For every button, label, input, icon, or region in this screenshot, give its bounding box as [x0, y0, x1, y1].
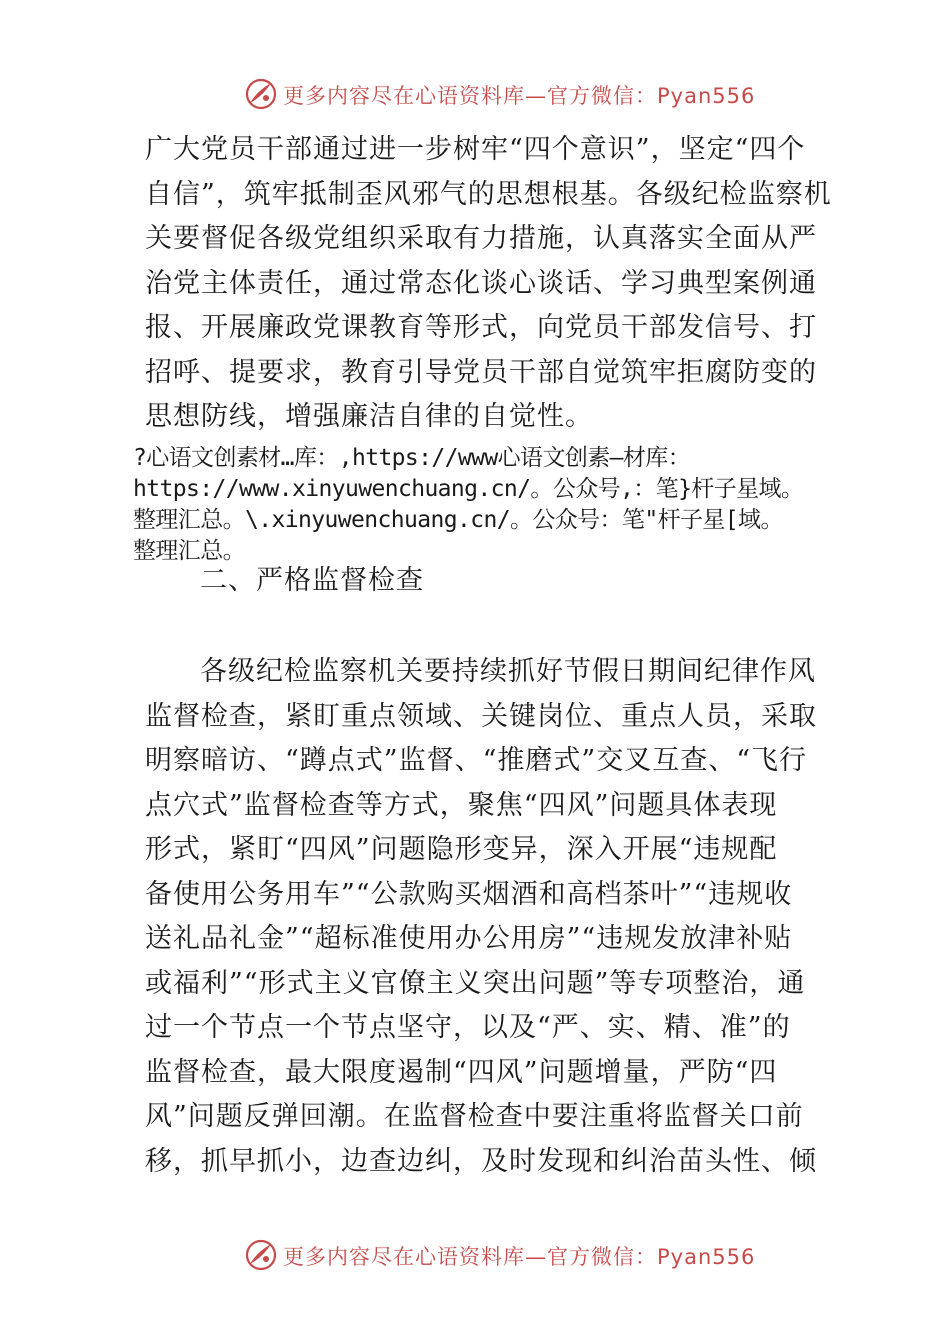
text-line: 各级纪检监察机关要持续抓好节假日期间纪律作风: [200, 656, 816, 687]
text-line: 过一个节点一个节点坚守，以及“严、实、精、准”的: [145, 1012, 791, 1043]
source-line: ?心语文创素材…库：,https://www心语文创素—材库：: [133, 445, 691, 471]
text-line: 移，抓早抓小，边查边纠，及时发现和纠治苗头性、倾: [145, 1145, 817, 1177]
text-line: 送礼品礼金”“超标准使用办公用房”“违规发放津补贴: [145, 923, 793, 954]
source-notice: [133, 443, 943, 567]
text-line: 监督检查，最大限度遏制“四风”问题增量，严防“四: [145, 1056, 778, 1088]
text-line: 监督检查，紧盯重点领域、关键岗位、重点人员，采取: [145, 700, 817, 732]
header-banner: [0, 74, 950, 114]
text-line: 明察暗访、“蹲点式”监督、“推磨式”交叉互查、“飞行: [145, 745, 808, 776]
text-line: 备使用公务用车”“公款购买烟酒和高档茶叶”“违规收: [145, 878, 793, 910]
banner-text: 更多内容尽在心语资料库—官方微信：Pyan556: [283, 1245, 756, 1269]
text-line: 或福利”“形式主义官僚主义突出问题”等专项整治，通: [145, 967, 806, 999]
text-line: 报、开展廉政党课教育等形式，向党员干部发信号、打: [145, 312, 817, 343]
text-line: 风”问题反弹回潮。在监督检查中要注重将监督关口前: [145, 1101, 804, 1132]
text-line: 点穴式”监督检查等方式，聚焦“四风”问题具体表现: [145, 789, 778, 821]
text-line: 形式，紧盯“四风”问题隐形变异，深入开展“违规配: [145, 834, 778, 865]
text-line: 治党主体责任，通过常态化谈心谈话、学习典型案例通: [145, 267, 817, 299]
source-line: 整理汇总。\.xinyuwenchuang.cn/。公众号：笔"杆子星[域。: [133, 507, 783, 533]
source-line: 整理汇总。: [133, 538, 246, 564]
brush-logo-icon: [243, 1237, 279, 1273]
text-line: 广大党员干部通过进一步树牢“四个意识”，坚定“四个: [145, 134, 806, 165]
paragraph-main: [145, 650, 815, 1184]
section-heading: 二、严格监督检查: [200, 565, 424, 596]
brush-logo-icon: [243, 76, 279, 112]
text-line: 思想防线，增强廉洁自律的自觉性。: [145, 401, 593, 432]
banner-text: 更多内容尽在心语资料库—官方微信：Pyan556: [283, 84, 756, 108]
footer-banner: [0, 1235, 950, 1275]
source-line: https://www.xinyuwenchuang.cn/。公众号,：笔}杆子星域。: [133, 476, 804, 502]
paragraph-top: [145, 128, 832, 440]
text-line: 招呼、提要求，教育引导党员干部自觉筑牢拒腐防变的: [145, 356, 817, 388]
text-line: 自信”，筑牢抵制歪风邪气的思想根基。各级纪检监察机: [145, 178, 832, 210]
text-line: 关要督促各级党组织采取有力措施，认真落实全面从严: [145, 223, 817, 254]
